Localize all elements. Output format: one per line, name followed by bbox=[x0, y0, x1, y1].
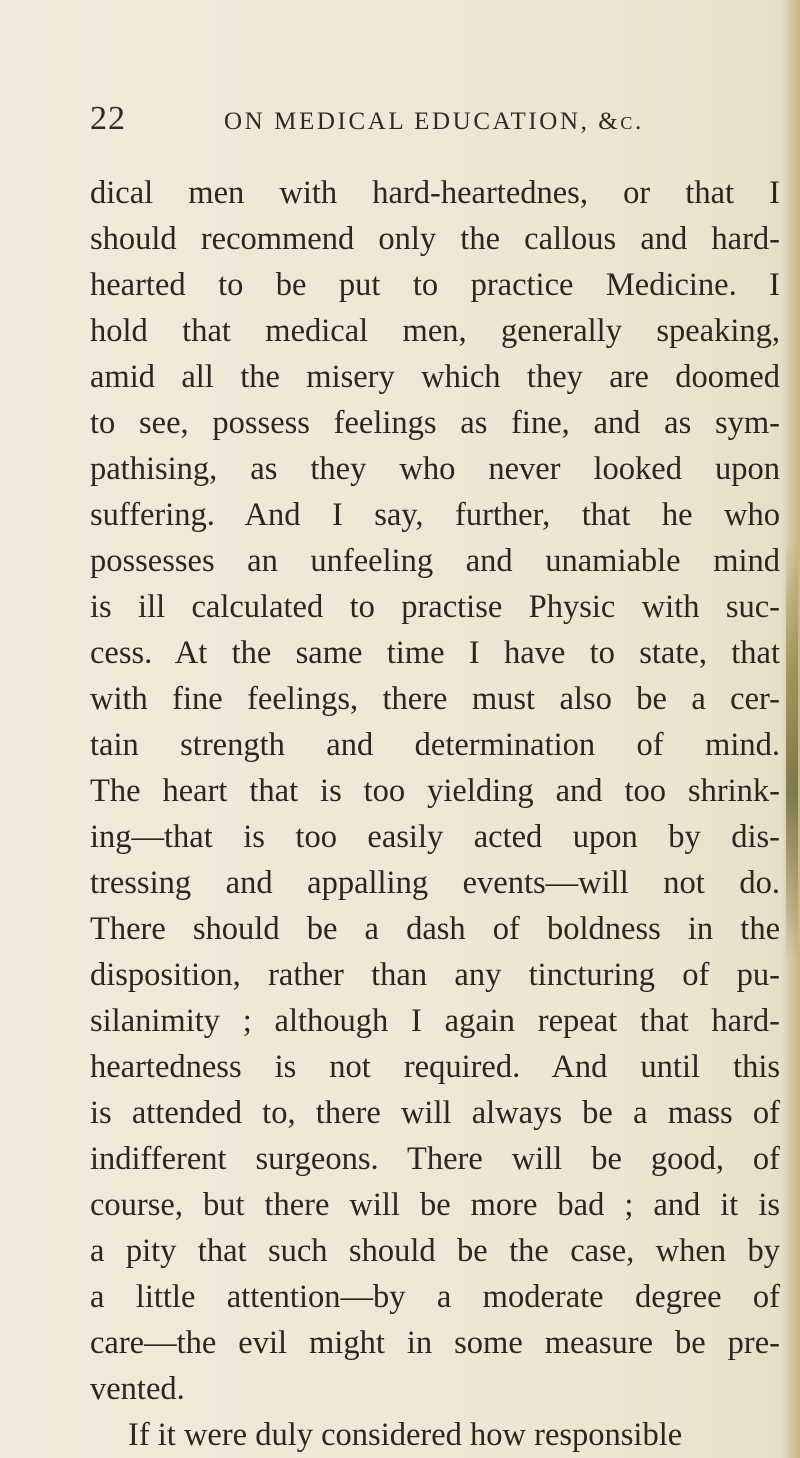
text-line: care—the evil might in some measure be pre- bbox=[90, 1325, 780, 1361]
text-line: possesses an unfeeling and unamiable mind bbox=[90, 543, 780, 579]
text-line: should recommend only the callous and hard- bbox=[90, 221, 780, 257]
text-line: to see, possess feelings as fine, and as sym- bbox=[90, 405, 780, 441]
text-line: is ill calculated to practise Physic with suc- bbox=[90, 589, 780, 625]
text-line: The heart that is too yielding and too shrink- bbox=[90, 773, 780, 809]
text-line: a little attention—by a moderate degree of bbox=[90, 1279, 780, 1315]
text-line: If it were duly considered how responsible bbox=[128, 1417, 683, 1453]
text-line: dical men with hard-heartednes, or that I bbox=[90, 175, 780, 211]
page-number: 22 bbox=[90, 100, 126, 137]
text-line: tressing and appalling events—will not do. bbox=[90, 865, 780, 901]
text-line: disposition, rather than any tincturing of pu- bbox=[90, 957, 780, 993]
text-line: a pity that such should be the case, when by bbox=[90, 1233, 780, 1269]
body-text bbox=[90, 170, 780, 1458]
text-line: heartedness is not required. And until this bbox=[90, 1049, 780, 1085]
text-line: with fine feelings, there must also be a cer- bbox=[90, 681, 780, 717]
text-line: tain strength and determination of mind. bbox=[90, 727, 780, 763]
text-line: vented. bbox=[90, 1371, 185, 1407]
text-line: suffering. And I say, further, that he who bbox=[90, 497, 780, 533]
text-line: There should be a dash of boldness in the bbox=[90, 911, 780, 947]
text-line: amid all the misery which they are doomed bbox=[90, 359, 780, 395]
page-edge-stain bbox=[786, 540, 798, 960]
text-line: silanimity ; although I again repeat that hard- bbox=[90, 1003, 780, 1039]
text-line: pathising, as they who never looked upon bbox=[90, 451, 780, 487]
text-line: hold that medical men, generally speaking, bbox=[90, 313, 780, 349]
text-line: indifferent surgeons. There will be good, of bbox=[90, 1141, 780, 1177]
text-line: cess. At the same time I have to state, that bbox=[90, 635, 780, 671]
text-line: hearted to be put to practice Medicine. I bbox=[90, 267, 780, 303]
text-line: course, but there will be more bad ; and it is bbox=[90, 1187, 780, 1223]
text-line: is attended to, there will always be a mass of bbox=[90, 1095, 780, 1131]
text-line: ing—that is too easily acted upon by dis- bbox=[90, 819, 780, 855]
running-head: ON MEDICAL EDUCATION, &c. bbox=[224, 108, 644, 135]
page-header bbox=[90, 100, 770, 150]
